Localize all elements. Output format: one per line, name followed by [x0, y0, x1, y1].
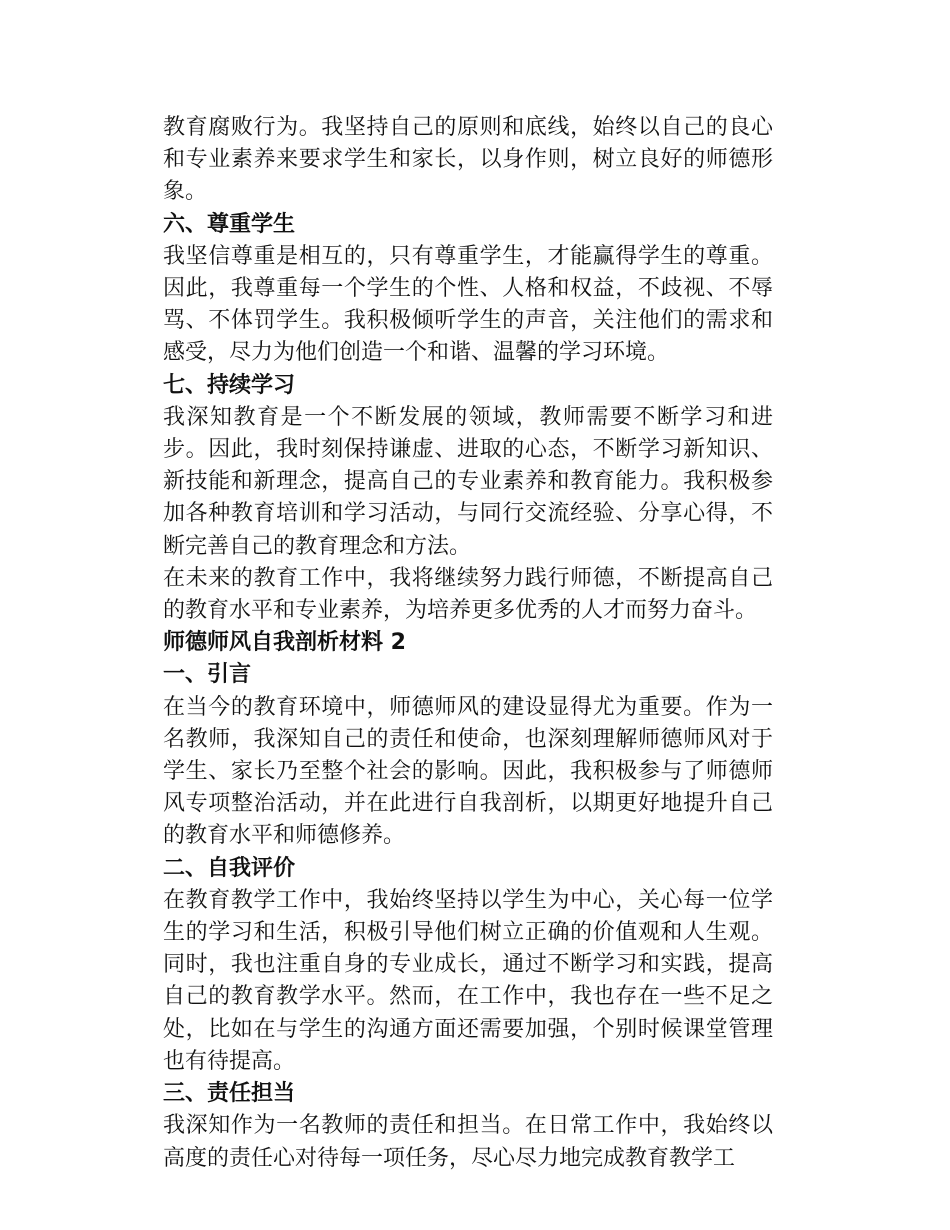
paragraph-continuous-learning: 我深知教育是一个不断发展的领域，教师需要不断学习和进步。因此，我时刻保持谦虚、进取的心态，不断学习新知识、新技能和新理念，提高自己的专业素养和教育能力。我积极参加各种教育培训和学习活动，与同行交流经验、分享心得，不断完善自己的教育理念和方法。 — [163, 404, 773, 559]
section-heading-self-evaluation: 二、自我评价 — [163, 855, 296, 881]
paragraph-responsibility: 我深知作为一名教师的责任和担当。在日常工作中，我始终以高度的责任心对待每一项任务，尽心尽力地完成教育教学工 — [163, 1113, 773, 1171]
paragraph-respect-students: 我坚信尊重是相互的，只有尊重学生，才能赢得学生的尊重。因此，我尊重每一个学生的个性、人格和权益，不歧视、不辱骂、不体罚学生。我积极倾听学生的声音，关注他们的需求和感受，尽力为他们创造一个和谐、温馨的学习环境。 — [163, 243, 773, 366]
section-heading-respect-students: 六、尊重学生 — [163, 211, 296, 237]
paragraph-introduction: 在当今的教育环境中，师德师风的建设显得尤为重要。作为一名教师，我深知自己的责任和使命，也深刻理解师德师风对于学生、家长乃至整个社会的影响。因此，我积极参与了师德师风专项整治活动，并在此进行自我剖析，以期更好地提升自己的教育水平和师德修养。 — [163, 694, 773, 849]
section-heading-continuous-learning: 七、持续学习 — [163, 372, 296, 398]
paragraph-future-work: 在未来的教育工作中，我将继续努力践行师德，不断提高自己的教育水平和专业素养，为培养更多优秀的人才而努力奋斗。 — [163, 565, 773, 624]
section-heading-responsibility: 三、责任担当 — [163, 1081, 296, 1107]
paragraph-continuation: 教育腐败行为。我坚持自己的原则和底线，始终以自己的良心和专业素养来要求学生和家长，以身作则，树立良好的师德形象。 — [163, 115, 773, 205]
section-heading-introduction: 一、引言 — [163, 662, 252, 688]
document-page — [163, 112, 773, 1175]
paragraph-self-evaluation: 在教育教学工作中，我始终坚持以学生为中心，关心每一位学生的学习和生活，积极引导他们树立正确的价值观和人生观。同时，我也注重自身的专业成长，通过不断学习和实践，提高自己的教育教学水平。然而，在工作中，我也存在一些不足之处，比如在与学生的沟通方面还需要加强，个别时候课堂管理也有待提高。 — [163, 887, 773, 1074]
document-title: 师德师风自我剖析材料 2 — [163, 630, 406, 656]
